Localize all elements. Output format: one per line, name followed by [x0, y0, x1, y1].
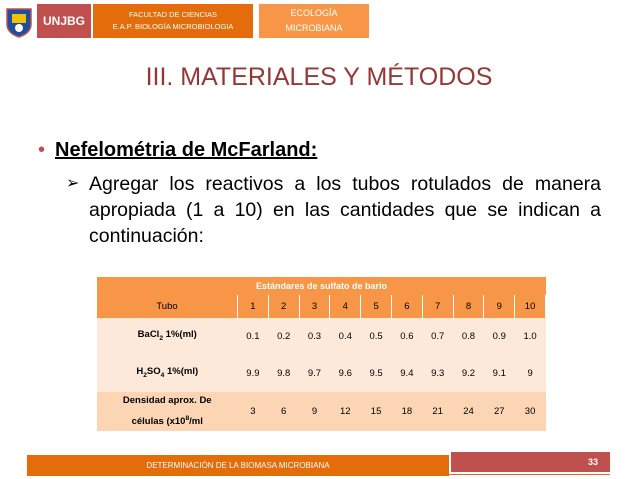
- value-cell: 9: [515, 355, 546, 392]
- tube-cell: 4: [330, 295, 361, 318]
- value-cell: 0.6: [391, 318, 422, 355]
- value-cell: 0.4: [330, 318, 361, 355]
- value-cell: 15: [361, 392, 392, 431]
- table-row: [97, 392, 546, 431]
- tube-cell: 10: [515, 295, 546, 318]
- value-cell: 0.5: [361, 318, 392, 355]
- instruction-paragraph: Agregar los reactivos a los tubos rotulados de manera apropiada (1 a 10) en las cantidades que se indican a continuación:: [89, 173, 601, 247]
- page-number: 33: [451, 452, 610, 472]
- value-cell: 12: [330, 392, 361, 431]
- value-cell: 9.1: [484, 355, 515, 392]
- table-row: [97, 318, 546, 355]
- value-cell: 0.7: [422, 318, 453, 355]
- value-cell: 1.0: [515, 318, 546, 355]
- value-cell: 21: [422, 392, 453, 431]
- value-cell: 9.7: [299, 355, 330, 392]
- value-cell: 9.9: [238, 355, 269, 392]
- footer-bar: DETERMINACIÓN DE LA BIOMASA MICROBIANA: [27, 455, 449, 476]
- value-cell: 9.6: [330, 355, 361, 392]
- tube-cell: 7: [422, 295, 453, 318]
- value-cell: 0.3: [299, 318, 330, 355]
- header-label: Tubo: [97, 295, 238, 318]
- arrow-bullet-icon: ➢: [66, 175, 80, 192]
- footer-divider: [27, 474, 610, 475]
- bullet-heading: [38, 139, 317, 162]
- faculty-line1: FACULTAD DE CIENCIAS: [128, 10, 218, 19]
- bullet-dot-icon: •: [38, 139, 46, 161]
- tube-cell: 6: [391, 295, 422, 318]
- value-cell: 0.1: [238, 318, 269, 355]
- tube-cell: 1: [238, 295, 269, 318]
- tube-cell: 8: [453, 295, 484, 318]
- course-line1: ECOLOGÍA: [290, 8, 338, 18]
- value-cell: 30: [515, 392, 546, 431]
- value-cell: 6: [268, 392, 299, 431]
- value-cell: 18: [391, 392, 422, 431]
- table-row: [97, 355, 546, 392]
- course-line2: MICROBIANA: [285, 23, 343, 33]
- table-caption: Estándares de sulfato de bario: [97, 277, 546, 295]
- value-cell: 0.8: [453, 318, 484, 355]
- barium-sulfate-table: [97, 277, 546, 431]
- value-cell: 27: [484, 392, 515, 431]
- value-cell: 3: [238, 392, 269, 431]
- value-cell: 9: [299, 392, 330, 431]
- value-cell: 0.2: [268, 318, 299, 355]
- value-cell: 9.4: [391, 355, 422, 392]
- row-label-h2so4: $H_2SO_4$ 1%(ml): [97, 355, 238, 392]
- value-cell: 9.3: [422, 355, 453, 392]
- tube-cell: 2: [268, 295, 299, 318]
- value-cell: 9.5: [361, 355, 392, 392]
- row-label-density: Densidad aprox. De células ($x10^8/ml$: [97, 392, 238, 431]
- row-label-bacl2: BaCl$_2$ 1%(ml): [97, 318, 238, 355]
- tube-cell: 9: [484, 295, 515, 318]
- slide-title: III. MATERIALES Y MÉTODOS: [145, 63, 493, 91]
- table-header-row: [97, 295, 546, 318]
- tube-cell: 5: [361, 295, 392, 318]
- faculty-line2: E.A.P. BIOLOGÍA MICROBIOLOGIA: [112, 22, 234, 31]
- value-cell: 0.9: [484, 318, 515, 355]
- value-cell: 9.2: [453, 355, 484, 392]
- university-logo: [4, 6, 34, 38]
- bullet-heading-text: Nefelométria de McFarland:: [55, 139, 318, 161]
- faculty-badge: [93, 4, 253, 38]
- unjbg-badge: UNJBG: [37, 4, 91, 38]
- value-cell: 9.8: [268, 355, 299, 392]
- tube-cell: 3: [299, 295, 330, 318]
- value-cell: 24: [453, 392, 484, 431]
- course-badge: [259, 4, 369, 38]
